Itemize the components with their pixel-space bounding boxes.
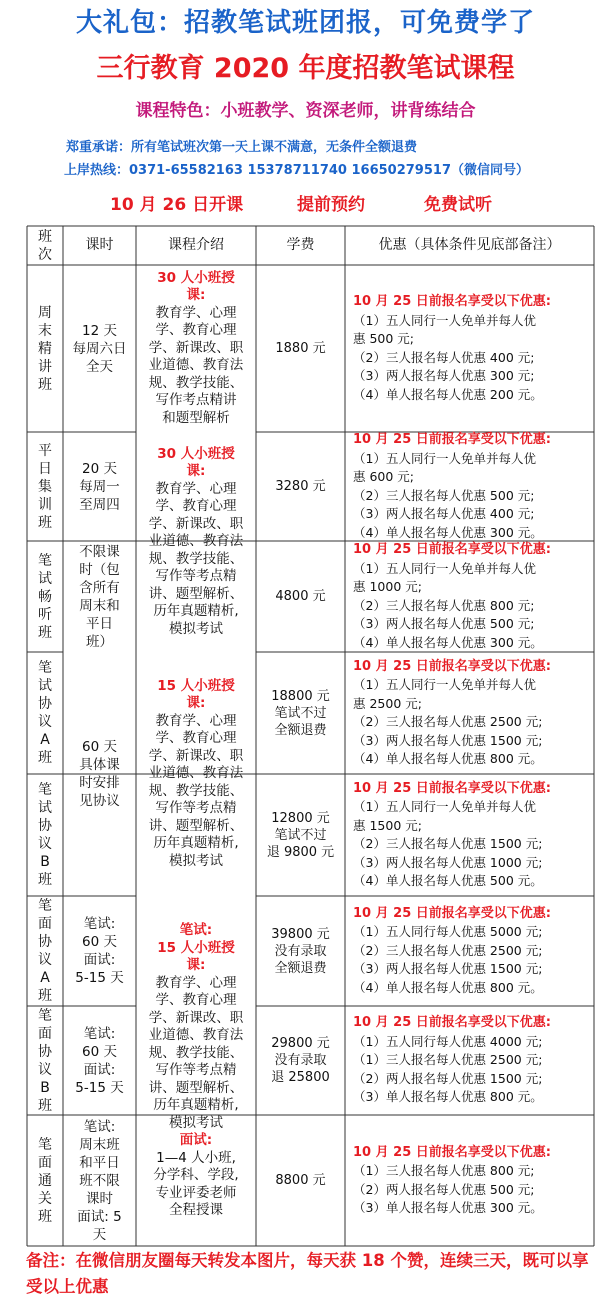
promo-headline: 大礼包：招教笔试班团报，可免费学了: [75, 8, 535, 38]
class-name-char: B: [40, 1079, 50, 1096]
class-name-char: 议: [38, 836, 52, 852]
discount-cell: [345, 1006, 594, 1115]
class-name-char: 班: [38, 988, 52, 1004]
class-name-char: 班: [38, 1097, 52, 1114]
hours-line: 时安排: [79, 775, 120, 791]
intro-line: 1—4 人小班,: [156, 1149, 236, 1166]
class-name-char: 周: [38, 304, 52, 321]
class-name-char: B: [40, 854, 50, 870]
hours-line: 全天: [86, 358, 113, 375]
intro-highlight: 15 人小班授: [157, 677, 235, 694]
discount-line: （2）三人报名每人优惠 500 元;: [353, 487, 535, 503]
discount-line: 惠 1500 元;: [353, 817, 422, 833]
hours-cell: [63, 1006, 136, 1115]
hours-line: 含所有: [79, 579, 120, 596]
class-name: [27, 541, 63, 652]
hours-line: 天: [92, 1226, 107, 1243]
discount-line: （1）五人同行每人优惠 4000 元;: [353, 1033, 543, 1049]
class-name-char: 集: [38, 478, 52, 495]
hours-line: 60 天: [82, 739, 117, 755]
hours-line: 60 天: [82, 1043, 117, 1060]
intro-line: 讲、题型解析、: [148, 817, 244, 834]
hours-line: 周末和: [79, 597, 120, 614]
intro-highlight: 课:: [186, 957, 206, 974]
fee-cell: [256, 896, 345, 1006]
intro-line: 教育学、心理: [155, 712, 237, 729]
class-name-char: 议: [38, 1061, 52, 1078]
class-name-char: 协: [38, 696, 52, 712]
discount-line: （4）单人报名每人优惠 300 元。: [353, 634, 543, 650]
discount-line: （2）三人报名每人优惠 800 元;: [353, 597, 535, 613]
intro-line: 学、教育心理: [155, 322, 237, 339]
discount-line: （3）两人报名每人优惠 1500 元;: [353, 961, 543, 977]
class-name-char: 笔: [38, 898, 52, 914]
intro-line: 专业评委老师: [155, 1184, 237, 1201]
class-name-char: 班: [38, 624, 52, 641]
class-name-char: 笔: [38, 1136, 52, 1153]
intro-line: 学、新课改、职: [148, 747, 244, 764]
intro-line: 业道德、教育法: [148, 357, 244, 374]
hours-line: 不限课: [79, 543, 120, 560]
class-name-char: 班: [38, 750, 52, 766]
course-features: 课程特色：小班教学、资深老师，讲背练结合: [135, 101, 476, 121]
discount-heading: 10 月 25 日前报名享受以下优惠:: [353, 542, 551, 557]
intro-highlight: 30 人小班授: [157, 269, 235, 286]
fee-cell: [256, 1006, 345, 1115]
hours-line: 笔试:: [83, 1118, 116, 1135]
hours-line: 课时: [86, 1190, 113, 1207]
start-date: 10 月 26 日开课: [110, 195, 244, 215]
discount-line: （2）两人报名每人优惠 500 元;: [353, 1181, 535, 1197]
hours-cell: [63, 265, 136, 432]
hours-cell: [63, 541, 136, 652]
fee-line: 笔试不过: [274, 827, 327, 843]
intro-line: 规、教学技能、: [148, 374, 244, 391]
fee-cell: [256, 1115, 345, 1246]
class-name: [27, 432, 63, 541]
discount-line: （3）两人报名每人优惠 500 元;: [353, 616, 535, 631]
discount-line: （3）两人报名每人优惠 400 元;: [353, 506, 535, 521]
intro-line: 教育学、心理: [155, 974, 237, 991]
intro-line: 模拟考试: [169, 620, 223, 637]
intro-line: 学、教育心理: [155, 498, 237, 515]
intro-line: 学、新课改、职: [148, 1009, 244, 1026]
hours-line: 班）: [86, 633, 113, 650]
intro-line: 和题型解析: [162, 409, 230, 426]
fee-cell: [256, 265, 345, 432]
intro-line: 规、教学技能、: [148, 1044, 244, 1061]
class-name-char: 讲: [38, 358, 52, 375]
page-title: 三行教育 2020 年度招教笔试课程: [96, 53, 515, 84]
class-name-char: 笔: [38, 552, 52, 569]
class-name: [27, 896, 63, 1006]
intro-line: 教育学、心理: [155, 480, 237, 497]
class-name-char: 平: [38, 442, 52, 459]
hours-line: 5-15 天: [75, 1079, 124, 1096]
discount-line: （2）两人报名每人优惠 1500 元;: [353, 1070, 543, 1086]
hours-line: 每周六日: [72, 340, 127, 357]
discount-line: （1）五人同行一人免单并每人优: [353, 799, 536, 814]
hotline: 上岸热线：0371-65582163 15378711740 16650279517（微信同号）: [64, 163, 529, 178]
discount-line: （3）两人报名每人优惠 1500 元;: [353, 732, 543, 748]
header-class: [27, 226, 63, 265]
hours-cell: [63, 432, 136, 541]
class-name-char: 通: [38, 1172, 52, 1189]
class-name: [27, 652, 63, 774]
intro-highlight: 课:: [186, 287, 206, 304]
hours-cell: [63, 896, 136, 1006]
class-name-char: 畅: [38, 588, 52, 605]
discount-heading: 10 月 25 日前报名享受以下优惠:: [353, 780, 551, 796]
fee-cell: [256, 432, 345, 541]
discount-cell: [345, 541, 594, 652]
discount-line: 惠 1000 元;: [353, 579, 422, 594]
header-fee: 学费: [286, 237, 315, 253]
discount-cell: [345, 265, 594, 432]
discount-cell: [345, 652, 594, 774]
hours-line: 12 天: [82, 322, 117, 339]
discount-line: （4）单人报名每人优惠 300 元。: [353, 524, 543, 540]
discount-cell: [345, 1115, 594, 1246]
discount-heading: 10 月 25 日前报名享受以下优惠:: [353, 1015, 551, 1031]
hours-line: 周末班: [79, 1136, 120, 1153]
discount-line: （1）五人同行一人免单并每人优: [353, 312, 536, 328]
class-name-char: 班: [38, 376, 52, 393]
class-name: [27, 1115, 63, 1246]
discount-heading: 10 月 25 日前报名享受以下优惠:: [353, 658, 551, 674]
fee-line: 没有录取: [274, 1053, 327, 1068]
class-name-char: 听: [38, 606, 52, 623]
intro-line: 业道德、教育法: [148, 765, 244, 782]
discount-line: （1）五人同行一人免单并每人优: [353, 560, 536, 576]
hours-line: 时（包: [79, 561, 120, 578]
hours-cell: [63, 652, 136, 896]
class-name-char: A: [40, 970, 50, 986]
class-name-char: 笔: [38, 660, 52, 676]
hours-line: 笔试:: [83, 1025, 116, 1042]
fee-line: 全额退费: [274, 722, 327, 738]
intro-line: 业道德、教育法: [148, 533, 244, 550]
hours-line: 笔试:: [83, 916, 116, 932]
intro-line: 历年真题精析,: [153, 603, 239, 620]
intro-cell: [136, 652, 256, 896]
discount-line: （2）三人报名每人优惠 2500 元;: [353, 942, 543, 958]
discount-heading: 10 月 25 日前报名享受以下优惠:: [353, 1144, 551, 1160]
class-name-char: 关: [38, 1190, 52, 1207]
discount-line: 惠 600 元;: [353, 469, 415, 484]
reserve-label: 提前预约: [297, 195, 365, 215]
fee-line: 4800 元: [275, 589, 326, 604]
footnote: 备注：在微信朋友圈每天转发本图片，每天获 18 个赞，连续三天，既可以享受以上优惠: [26, 1251, 589, 1296]
intro-line: 全程授课: [169, 1202, 223, 1219]
fee-line: 退 9800 元: [266, 844, 335, 860]
discount-line: （3）两人报名每人优惠 1000 元;: [353, 854, 543, 870]
discount-line: （3）单人报名每人优惠 800 元。: [353, 1089, 543, 1105]
class-name-char: 笔: [38, 1007, 52, 1024]
fee-line: 3280 元: [275, 479, 326, 494]
class-name-char: 班: [38, 514, 52, 531]
intro-line: 讲、题型解析、: [148, 1079, 244, 1096]
discount-line: 惠 2500 元;: [353, 695, 422, 711]
class-name: [27, 265, 63, 432]
fee-line: 39800 元: [271, 926, 330, 942]
hours-line: 每周一: [79, 478, 120, 495]
intro-line: 学、新课改、职: [148, 339, 244, 356]
discount-line: （1）五人同行一人免单并每人优: [353, 677, 536, 692]
hours-cell: [63, 1115, 136, 1246]
hours-line: 平日: [86, 615, 113, 632]
intro-line: 学、教育心理: [155, 730, 237, 747]
discount-heading: 10 月 25 日前报名享受以下优惠:: [353, 432, 551, 447]
class-name: [27, 1006, 63, 1115]
hours-line: 见协议: [79, 793, 120, 809]
fee-line: 8800 元: [275, 1173, 326, 1188]
class-name-char: 协: [38, 934, 52, 950]
discount-line: （1）五人同行一人免单并每人优: [353, 450, 536, 466]
header-class-char: 次: [38, 246, 52, 263]
header-hours: 课时: [85, 237, 114, 253]
intro-line: 业道德、教育法: [148, 1027, 244, 1044]
fee-line: 1880 元: [275, 341, 326, 356]
class-name-char: 班: [38, 1208, 52, 1225]
fee-cell: [256, 774, 345, 896]
fee-line: 29800 元: [271, 1036, 330, 1051]
hours-line: 班不限: [79, 1172, 120, 1189]
discount-line: （2）三人报名每人优惠 1500 元;: [353, 836, 543, 851]
class-name: [27, 774, 63, 896]
discount-cell: [345, 774, 594, 896]
fee-line: 没有录取: [274, 943, 327, 959]
intro-line: 规、教学技能、: [148, 550, 244, 567]
discount-heading: 10 月 25 日前报名享受以下优惠:: [353, 905, 551, 921]
discount-line: （4）单人报名每人优惠 500 元。: [353, 873, 543, 888]
class-name-char: 协: [38, 818, 52, 834]
discount-line: （4）单人报名每人优惠 200 元。: [353, 386, 543, 402]
discount-cell: [345, 896, 594, 1006]
class-name-char: A: [40, 732, 50, 748]
discount-line: （1）三人报名每人优惠 800 元;: [353, 1163, 535, 1178]
class-name-char: 试: [38, 678, 52, 694]
intro-line: 历年真题精析,: [153, 835, 239, 852]
class-name-char: 试: [38, 800, 52, 816]
intro-highlight: 15 人小班授: [157, 939, 235, 956]
hours-line: 20 天: [82, 460, 117, 477]
class-name-char: 末: [38, 322, 52, 339]
class-name-char: 面: [38, 1154, 52, 1171]
fee-cell: [256, 652, 345, 774]
class-name-char: 日: [38, 460, 52, 477]
intro-line: 写作等考点精: [155, 1062, 237, 1079]
class-name-char: 训: [38, 496, 52, 513]
hours-line: 面试:: [83, 952, 116, 968]
intro-line: 写作等考点精: [155, 568, 237, 585]
intro-line: 教育学、心理: [155, 304, 237, 321]
class-name-char: 笔: [38, 782, 52, 798]
discount-line: （1）五人同行每人优惠 5000 元;: [353, 924, 543, 940]
fee-line: 全额退费: [274, 960, 327, 976]
discount-cell: [345, 432, 594, 541]
refund-promise: 郑重承诺：所有笔试班次第一天上课不满意，无条件全额退费: [66, 140, 418, 155]
fee-cell: [256, 541, 345, 652]
discount-line: （2）三人报名每人优惠 2500 元;: [353, 714, 543, 729]
fee-line: 18800 元: [271, 688, 330, 704]
intro-highlight: 课:: [186, 463, 206, 480]
header-class-char: 班: [38, 228, 52, 245]
intro-line: 写作等考点精: [155, 800, 237, 817]
intro-line: 讲、题型解析、: [148, 585, 244, 602]
class-name-char: 班: [38, 872, 52, 888]
class-name-char: 精: [38, 340, 52, 357]
class-name-char: 协: [38, 1043, 52, 1060]
class-name-char: 面: [38, 1025, 52, 1042]
intro-line: 学、新课改、职: [148, 515, 244, 532]
discount-line: （1）三人报名每人优惠 2500 元;: [353, 1052, 543, 1068]
intro-highlight: 面试:: [179, 1132, 213, 1149]
hours-line: 60 天: [82, 934, 117, 950]
discount-line: 惠 500 元;: [353, 331, 415, 346]
intro-line: 模拟考试: [169, 852, 223, 869]
header-intro: 课程介绍: [168, 237, 224, 253]
discount-line: （4）单人报名每人优惠 800 元。: [353, 751, 543, 766]
intro-line: 分学科、学段,: [153, 1167, 239, 1184]
hours-line: 具体课: [79, 757, 120, 773]
intro-highlight: 课:: [186, 695, 206, 712]
class-name-char: 试: [38, 570, 52, 587]
trial-label: 免费试听: [424, 195, 492, 215]
hours-line: 5-15 天: [75, 970, 124, 986]
hours-line: 至周四: [79, 496, 120, 513]
intro-line: 规、教学技能、: [148, 782, 244, 799]
header-discount: 优惠（具体条件见底部备注）: [378, 237, 561, 253]
discount-heading: 10 月 25 日前报名享受以下优惠:: [353, 294, 551, 309]
discount-line: （3）两人报名每人优惠 300 元;: [353, 368, 535, 383]
intro-cell: [136, 432, 256, 652]
hours-line: 面试:: [83, 1061, 116, 1078]
intro-cell: [136, 896, 256, 1246]
discount-line: （2）三人报名每人优惠 400 元;: [353, 349, 535, 365]
intro-line: 历年真题精析,: [153, 1097, 239, 1114]
discount-line: （3）单人报名每人优惠 300 元。: [353, 1200, 543, 1215]
class-name-char: 议: [38, 952, 52, 968]
class-name-char: 面: [38, 916, 52, 932]
hours-line: 和平日: [79, 1154, 120, 1171]
fee-line: 12800 元: [271, 810, 330, 826]
discount-line: （4）单人报名每人优惠 800 元。: [353, 979, 543, 995]
intro-line: 模拟考试: [169, 1114, 223, 1131]
class-name-char: 议: [38, 714, 52, 730]
intro-highlight: 30 人小班授: [157, 445, 235, 462]
fee-line: 笔试不过: [274, 705, 327, 721]
intro-highlight: 笔试:: [179, 922, 213, 939]
intro-line: 学、教育心理: [155, 992, 237, 1009]
fee-line: 退 25800: [271, 1070, 330, 1085]
hours-line: 面试: 5: [77, 1208, 122, 1225]
intro-line: 写作考点精讲: [155, 392, 237, 409]
intro-cell: [136, 265, 256, 432]
